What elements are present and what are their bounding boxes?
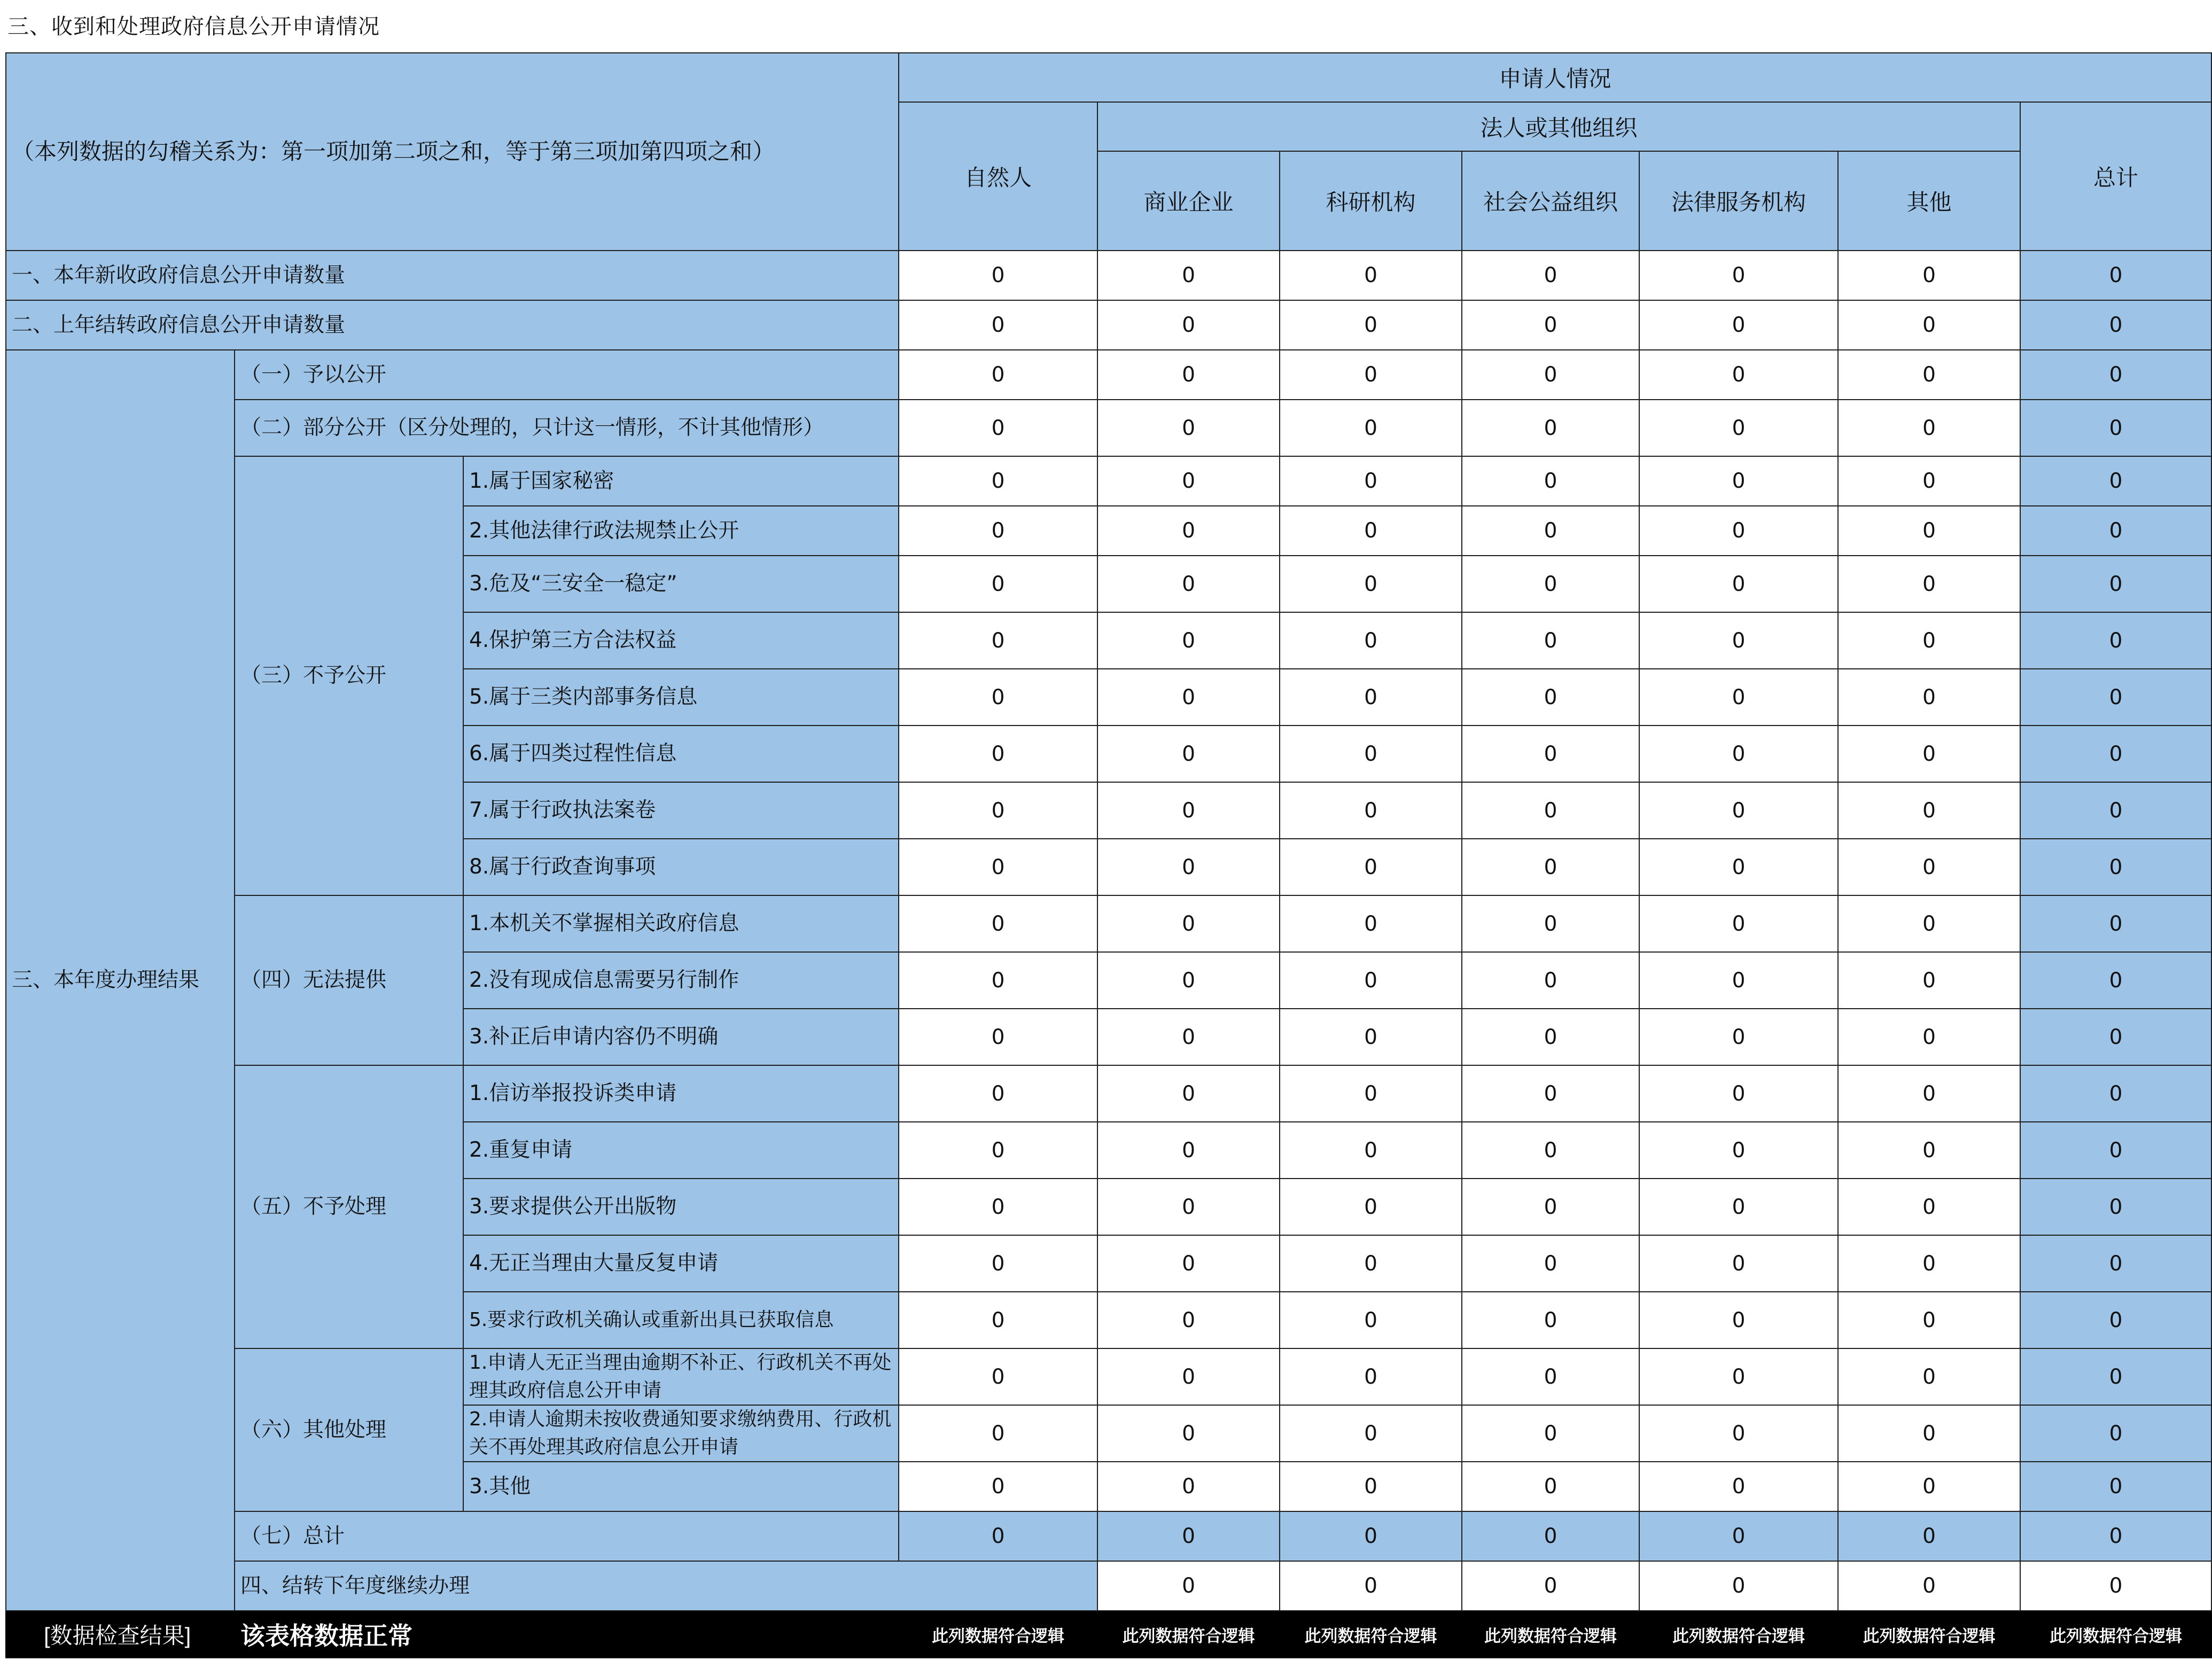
- value-cell[interactable]: 0: [2020, 300, 2211, 350]
- data-check-status-bar: [6, 1611, 2211, 1658]
- table-row: [6, 1511, 2211, 1561]
- value-cell[interactable]: 0: [1097, 726, 1280, 782]
- value-cell[interactable]: 0: [899, 1009, 1097, 1065]
- value-cell[interactable]: 0: [1838, 839, 2020, 895]
- value-cell[interactable]: 0: [2020, 556, 2211, 612]
- row-not-processed-item: 4.无正当理由大量反复申请: [463, 1235, 899, 1292]
- value-cell[interactable]: 0: [1097, 839, 1280, 895]
- value-cell[interactable]: 0: [1838, 1009, 2020, 1065]
- value-cell[interactable]: 0: [2020, 782, 2211, 839]
- row-new-applications: 一、本年新收政府信息公开申请数量: [6, 251, 899, 300]
- value-cell[interactable]: 0: [1280, 952, 1462, 1009]
- value-cell[interactable]: 0: [1280, 456, 1462, 506]
- value-cell[interactable]: 0: [1462, 1122, 1639, 1179]
- table-row: [6, 350, 2211, 400]
- row-disclosed: （一）予以公开: [235, 350, 899, 400]
- value-cell[interactable]: 0: [1838, 782, 2020, 839]
- value-cell[interactable]: 0: [1838, 251, 2020, 300]
- value-cell[interactable]: 0: [1462, 506, 1639, 556]
- row-not-disclosed-item: 5.属于三类内部事务信息: [463, 669, 899, 726]
- value-cell[interactable]: 0: [2020, 1235, 2211, 1292]
- table-row: [6, 1348, 2211, 1405]
- value-cell[interactable]: 0: [1639, 251, 1838, 300]
- value-cell[interactable]: 0: [1280, 556, 1462, 612]
- value-cell[interactable]: 0: [2020, 839, 2211, 895]
- row-not-disclosed-item: 6.属于四类过程性信息: [463, 726, 899, 782]
- value-cell[interactable]: 0: [1462, 1462, 1639, 1511]
- row-not-disclosed-item: 2.其他法律行政法规禁止公开: [463, 506, 899, 556]
- table-row: [6, 456, 2211, 506]
- value-cell[interactable]: 0: [1280, 726, 1462, 782]
- value-cell[interactable]: 0: [2020, 506, 2211, 556]
- value-cell[interactable]: 0: [1097, 1235, 1280, 1292]
- value-cell[interactable]: 0: [1462, 1511, 1639, 1561]
- value-cell[interactable]: 0: [1097, 1009, 1280, 1065]
- value-cell[interactable]: 0: [1639, 400, 1838, 456]
- row-unable-to-provide: （四）无法提供: [235, 895, 463, 1065]
- value-cell[interactable]: 0: [2020, 1511, 2211, 1561]
- value-cell[interactable]: 0: [1639, 1405, 1838, 1462]
- data-check-label: [数据检查结果]: [6, 1611, 235, 1658]
- value-cell[interactable]: 0: [1280, 895, 1462, 952]
- value-cell[interactable]: 0: [899, 1235, 1097, 1292]
- value-cell[interactable]: 0: [1462, 1405, 1639, 1462]
- value-cell[interactable]: 0: [899, 456, 1097, 506]
- row-other-processing-item: 3.其他: [463, 1462, 899, 1511]
- report-table: [5, 52, 2212, 1658]
- value-cell[interactable]: 0: [2020, 350, 2211, 400]
- table-row: [6, 251, 2211, 300]
- value-cell[interactable]: 0: [1280, 506, 1462, 556]
- value-cell[interactable]: 0: [1462, 1065, 1639, 1122]
- row-other-processing-item: 2.申请人逾期未按收费通知要求缴纳费用、行政机关不再处理其政府信息公开申请: [463, 1405, 899, 1462]
- value-cell[interactable]: 0: [1639, 1122, 1838, 1179]
- value-cell[interactable]: 0: [1838, 1462, 2020, 1511]
- value-cell[interactable]: 0: [899, 1348, 1097, 1405]
- value-cell[interactable]: 0: [1639, 839, 1838, 895]
- header-note: （本列数据的勾稽关系为：第一项加第二项之和，等于第三项加第四项之和）: [6, 53, 899, 251]
- value-cell[interactable]: 0: [2020, 1065, 2211, 1122]
- value-cell[interactable]: 0: [1462, 1348, 1639, 1405]
- value-cell[interactable]: 0: [1097, 350, 1280, 400]
- value-cell[interactable]: 0: [1280, 1235, 1462, 1292]
- table-row: [6, 1561, 2211, 1611]
- value-cell[interactable]: 0: [1462, 1561, 1639, 1611]
- row-not-disclosed-item: 7.属于行政执法案卷: [463, 782, 899, 839]
- value-cell[interactable]: 0: [2020, 612, 2211, 669]
- value-cell[interactable]: 0: [1280, 1009, 1462, 1065]
- column-check-status: 此列数据符合逻辑: [1097, 1611, 1280, 1658]
- row-carried-over-last-year: 二、上年结转政府信息公开申请数量: [6, 300, 899, 350]
- value-cell[interactable]: 0: [1838, 1348, 2020, 1405]
- value-cell[interactable]: 0: [1097, 1179, 1280, 1235]
- value-cell[interactable]: 0: [2020, 400, 2211, 456]
- value-cell[interactable]: 0: [899, 782, 1097, 839]
- column-check-status: 此列数据符合逻辑: [1280, 1611, 1462, 1658]
- value-cell[interactable]: 0: [899, 400, 1097, 456]
- value-cell[interactable]: 0: [2020, 1561, 2211, 1611]
- value-cell[interactable]: 0: [2020, 1405, 2211, 1462]
- value-cell[interactable]: 0: [1838, 400, 2020, 456]
- value-cell[interactable]: 0: [1462, 400, 1639, 456]
- value-cell[interactable]: 0: [1639, 782, 1838, 839]
- row-other-processing-item: 1.申请人无正当理由逾期不补正、行政机关不再处理其政府信息公开申请: [463, 1348, 899, 1405]
- value-cell[interactable]: 0: [1838, 1122, 2020, 1179]
- value-cell[interactable]: 0: [1838, 895, 2020, 952]
- value-cell[interactable]: 0: [1097, 1561, 1280, 1611]
- value-cell[interactable]: 0: [1097, 400, 1280, 456]
- value-cell[interactable]: 0: [1280, 1122, 1462, 1179]
- value-cell[interactable]: 0: [2020, 726, 2211, 782]
- value-cell[interactable]: 0: [1280, 300, 1462, 350]
- data-check-result: 该表格数据正常: [235, 1611, 899, 1658]
- value-cell[interactable]: 0: [899, 251, 1097, 300]
- value-cell[interactable]: 0: [1838, 1235, 2020, 1292]
- value-cell[interactable]: 0: [1838, 1511, 2020, 1561]
- value-cell[interactable]: 0: [1838, 1065, 2020, 1122]
- value-cell[interactable]: 0: [1280, 1348, 1462, 1405]
- value-cell[interactable]: 0: [1462, 952, 1639, 1009]
- table-row: [6, 1065, 2211, 1122]
- value-cell[interactable]: 0: [899, 1462, 1097, 1511]
- column-check-status: 此列数据符合逻辑: [1838, 1611, 2020, 1658]
- value-cell[interactable]: 0: [899, 726, 1097, 782]
- header-natural-person: 自然人: [899, 102, 1097, 251]
- row-results-this-year: 三、本年度办理结果: [6, 350, 235, 1611]
- value-cell[interactable]: 0: [1462, 251, 1639, 300]
- value-cell[interactable]: 0: [899, 1405, 1097, 1462]
- value-cell[interactable]: 0: [1838, 556, 2020, 612]
- value-cell[interactable]: 0: [1838, 952, 2020, 1009]
- value-cell[interactable]: 0: [1838, 1292, 2020, 1348]
- value-cell[interactable]: 0: [1280, 1462, 1462, 1511]
- value-cell[interactable]: 0: [1462, 1009, 1639, 1065]
- value-cell[interactable]: 0: [1639, 1462, 1838, 1511]
- value-cell[interactable]: 0: [1838, 1561, 2020, 1611]
- row-unable-to-provide-item: 3.补正后申请内容仍不明确: [463, 1009, 899, 1065]
- value-cell[interactable]: 0: [1097, 1405, 1280, 1462]
- value-cell[interactable]: 0: [899, 669, 1097, 726]
- row-partially-disclosed: （二）部分公开（区分处理的，只计这一情形，不计其他情形）: [235, 400, 899, 456]
- value-cell[interactable]: 0: [1097, 300, 1280, 350]
- value-cell[interactable]: 0: [1097, 669, 1280, 726]
- row-results-total: （七）总计: [235, 1511, 899, 1561]
- table-row: [6, 895, 2211, 952]
- value-cell[interactable]: 0: [1838, 726, 2020, 782]
- value-cell[interactable]: 0: [2020, 456, 2211, 506]
- value-cell[interactable]: 0: [1097, 1511, 1280, 1561]
- value-cell[interactable]: 0: [1639, 456, 1838, 506]
- value-cell[interactable]: 0: [1097, 251, 1280, 300]
- row-not-processed-item: 2.重复申请: [463, 1122, 899, 1179]
- value-cell[interactable]: 0: [1280, 400, 1462, 456]
- row-not-disclosed-item: 4.保护第三方合法权益: [463, 612, 899, 669]
- value-cell[interactable]: 0: [899, 556, 1097, 612]
- value-cell[interactable]: 0: [1639, 1179, 1838, 1235]
- value-cell[interactable]: 0: [1639, 556, 1838, 612]
- value-cell[interactable]: 0: [1280, 669, 1462, 726]
- value-cell[interactable]: 0: [2020, 952, 2211, 1009]
- value-cell[interactable]: 0: [1097, 782, 1280, 839]
- value-cell[interactable]: 0: [1462, 300, 1639, 350]
- value-cell[interactable]: 0: [1462, 839, 1639, 895]
- value-cell[interactable]: 0: [1280, 1511, 1462, 1561]
- value-cell[interactable]: 0: [1097, 612, 1280, 669]
- value-cell[interactable]: 0: [1097, 1292, 1280, 1348]
- value-cell[interactable]: 0: [899, 1511, 1097, 1561]
- value-cell[interactable]: 0: [1838, 300, 2020, 350]
- header-legal-group: 法人或其他组织: [1097, 102, 2020, 151]
- value-cell[interactable]: 0: [1462, 350, 1639, 400]
- value-cell[interactable]: 0: [1639, 1348, 1838, 1405]
- header-applicant-info: 申请人情况: [899, 53, 2211, 102]
- value-cell[interactable]: 0: [1639, 1235, 1838, 1292]
- value-cell[interactable]: 0: [1639, 1009, 1838, 1065]
- row-not-disclosed-item: 8.属于行政查询事项: [463, 839, 899, 895]
- value-cell[interactable]: 0: [1462, 669, 1639, 726]
- value-cell[interactable]: 0: [1639, 952, 1838, 1009]
- header-research: 科研机构: [1280, 151, 1462, 251]
- value-cell[interactable]: 0: [899, 1292, 1097, 1348]
- value-cell[interactable]: 0: [1280, 1292, 1462, 1348]
- value-cell[interactable]: 0: [2020, 1462, 2211, 1511]
- value-cell[interactable]: 0: [1838, 350, 2020, 400]
- row-not-processed-item: 1.信访举报投诉类申请: [463, 1065, 899, 1122]
- value-cell[interactable]: 0: [1639, 300, 1838, 350]
- row-not-disclosed-item: 3.危及“三安全一稳定”: [463, 556, 899, 612]
- value-cell[interactable]: 0: [2020, 1009, 2211, 1065]
- value-cell[interactable]: 0: [899, 1122, 1097, 1179]
- value-cell[interactable]: 0: [1462, 1292, 1639, 1348]
- value-cell[interactable]: 0: [1639, 506, 1838, 556]
- value-cell[interactable]: 0: [899, 1179, 1097, 1235]
- value-cell[interactable]: 0: [1462, 782, 1639, 839]
- value-cell[interactable]: 0: [1280, 1065, 1462, 1122]
- row-not-processed: （五）不予处理: [235, 1065, 463, 1348]
- value-cell[interactable]: 0: [2020, 1292, 2211, 1348]
- value-cell[interactable]: 0: [1639, 1561, 1838, 1611]
- table-row: [6, 400, 2211, 456]
- column-check-status: 此列数据符合逻辑: [2020, 1611, 2211, 1658]
- value-cell[interactable]: 0: [2020, 251, 2211, 300]
- value-cell[interactable]: 0: [1280, 251, 1462, 300]
- column-check-status: 此列数据符合逻辑: [1462, 1611, 1639, 1658]
- value-cell[interactable]: 0: [899, 506, 1097, 556]
- column-check-status: 此列数据符合逻辑: [899, 1611, 1097, 1658]
- row-carry-to-next-year: 四、结转下年度继续办理: [235, 1561, 1097, 1611]
- row-unable-to-provide-item: 1.本机关不掌握相关政府信息: [463, 895, 899, 952]
- value-cell[interactable]: 0: [1097, 1122, 1280, 1179]
- value-cell[interactable]: 0: [1280, 1179, 1462, 1235]
- value-cell[interactable]: 0: [1097, 1348, 1280, 1405]
- header-other: 其他: [1838, 151, 2020, 251]
- page-title: 三、收到和处理政府信息公开申请情况: [7, 14, 380, 39]
- value-cell[interactable]: 0: [1462, 556, 1639, 612]
- value-cell[interactable]: 0: [1462, 1179, 1639, 1235]
- value-cell[interactable]: 0: [1097, 556, 1280, 612]
- value-cell[interactable]: 0: [2020, 1122, 2211, 1179]
- value-cell[interactable]: 0: [1097, 1065, 1280, 1122]
- value-cell[interactable]: 0: [899, 895, 1097, 952]
- column-check-status: 此列数据符合逻辑: [1639, 1611, 1838, 1658]
- value-cell[interactable]: 0: [1462, 895, 1639, 952]
- row-not-processed-item: 3.要求提供公开出版物: [463, 1179, 899, 1235]
- value-cell[interactable]: 0: [2020, 895, 2211, 952]
- value-cell[interactable]: 0: [1639, 350, 1838, 400]
- value-cell[interactable]: 0: [1280, 1561, 1462, 1611]
- row-not-disclosed: （三）不予公开: [235, 456, 463, 895]
- header-legal-services: 法律服务机构: [1639, 151, 1838, 251]
- value-cell[interactable]: 0: [1639, 895, 1838, 952]
- value-cell[interactable]: 0: [1097, 506, 1280, 556]
- value-cell[interactable]: 0: [1280, 350, 1462, 400]
- value-cell[interactable]: 0: [1280, 1405, 1462, 1462]
- value-cell[interactable]: 0: [1280, 782, 1462, 839]
- value-cell[interactable]: 0: [1838, 506, 2020, 556]
- value-cell[interactable]: 0: [899, 952, 1097, 1009]
- value-cell[interactable]: 0: [1838, 1405, 2020, 1462]
- value-cell[interactable]: 0: [1462, 612, 1639, 669]
- value-cell[interactable]: 0: [1462, 1235, 1639, 1292]
- header-commercial: 商业企业: [1097, 151, 1280, 251]
- value-cell[interactable]: 0: [899, 350, 1097, 400]
- value-cell[interactable]: 0: [1639, 669, 1838, 726]
- value-cell[interactable]: 0: [1097, 952, 1280, 1009]
- table-row: [6, 300, 2211, 350]
- value-cell[interactable]: 0: [1097, 895, 1280, 952]
- value-cell[interactable]: 0: [1280, 612, 1462, 669]
- row-not-disclosed-item: 1.属于国家秘密: [463, 456, 899, 506]
- header-public-welfare: 社会公益组织: [1462, 151, 1639, 251]
- header-total: 总计: [2020, 102, 2211, 251]
- row-other-processing: （六）其他处理: [235, 1348, 463, 1511]
- value-cell[interactable]: 0: [899, 839, 1097, 895]
- value-cell[interactable]: 0: [1639, 1065, 1838, 1122]
- value-cell[interactable]: 0: [1639, 1292, 1838, 1348]
- value-cell[interactable]: 0: [2020, 1348, 2211, 1405]
- value-cell[interactable]: 0: [1838, 456, 2020, 506]
- row-not-processed-item: 5.要求行政机关确认或重新出具已获取信息: [463, 1292, 899, 1348]
- value-cell[interactable]: 0: [1462, 726, 1639, 782]
- value-cell[interactable]: 0: [1462, 456, 1639, 506]
- value-cell[interactable]: 0: [1097, 456, 1280, 506]
- value-cell[interactable]: 0: [1097, 1462, 1280, 1511]
- value-cell[interactable]: 0: [1838, 612, 2020, 669]
- value-cell[interactable]: 0: [899, 300, 1097, 350]
- value-cell[interactable]: 0: [899, 1065, 1097, 1122]
- value-cell[interactable]: 0: [1639, 1511, 1838, 1561]
- value-cell[interactable]: 0: [1838, 669, 2020, 726]
- value-cell[interactable]: 0: [1838, 1179, 2020, 1235]
- row-unable-to-provide-item: 2.没有现成信息需要另行制作: [463, 952, 899, 1009]
- value-cell[interactable]: 0: [1639, 726, 1838, 782]
- value-cell[interactable]: 0: [2020, 1179, 2211, 1235]
- value-cell[interactable]: 0: [899, 612, 1097, 669]
- value-cell[interactable]: 0: [1639, 612, 1838, 669]
- value-cell[interactable]: 0: [1280, 839, 1462, 895]
- value-cell[interactable]: 0: [2020, 669, 2211, 726]
